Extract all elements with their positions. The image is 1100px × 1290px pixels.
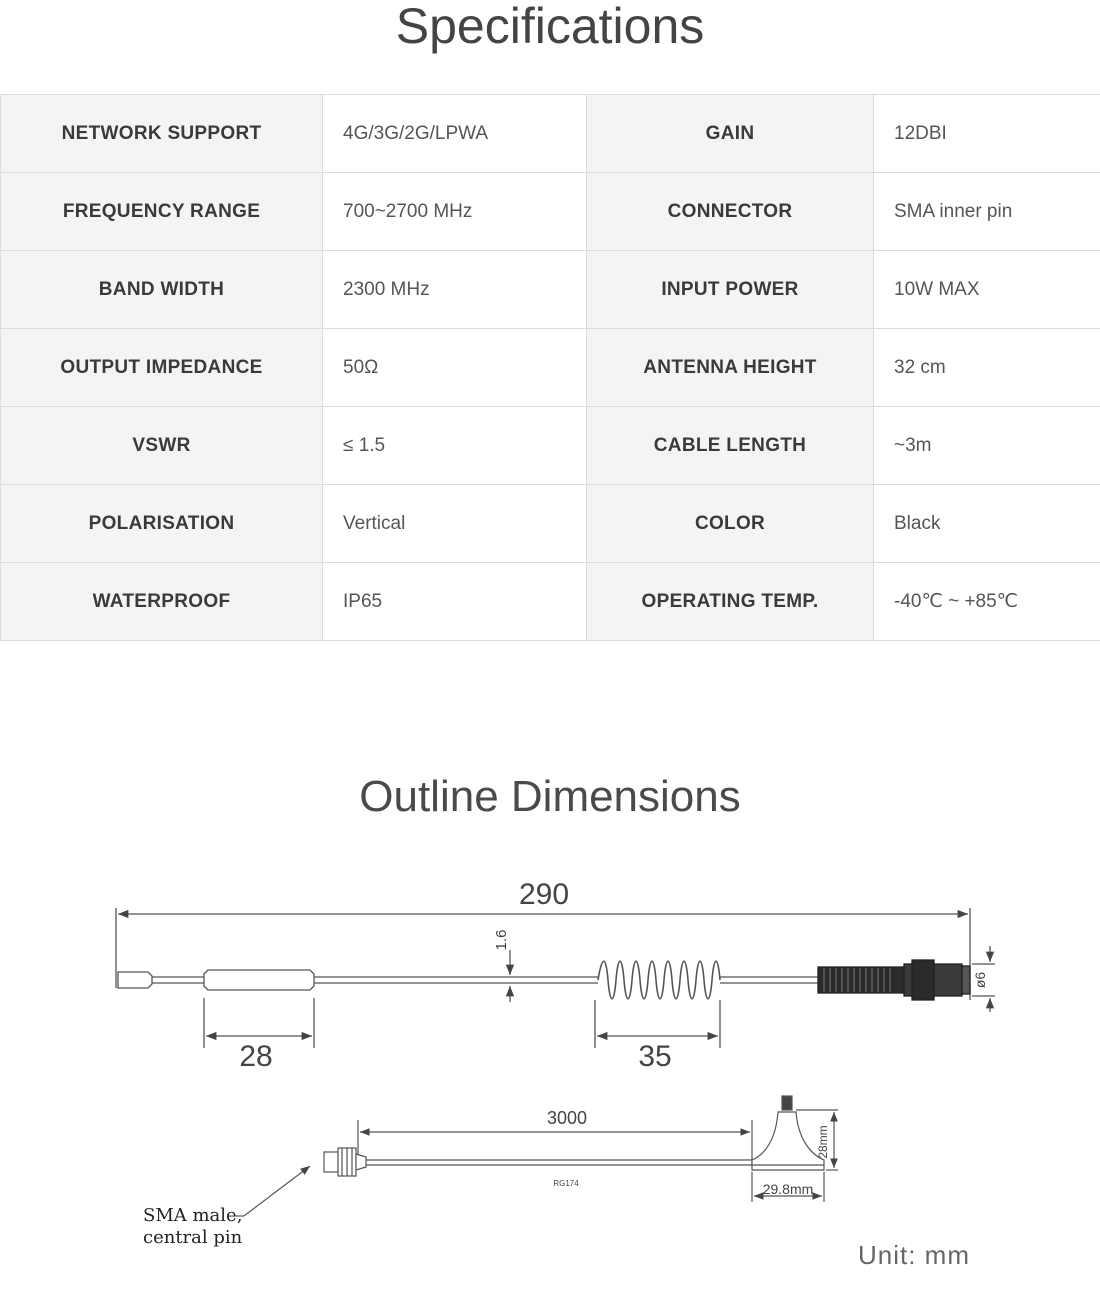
spec-label: FREQUENCY RANGE <box>1 173 323 251</box>
wire-diameter-label: 1.6 <box>493 929 510 951</box>
base-width-label: 29.8mm <box>762 1181 814 1197</box>
connector-note-line1: SMA male, <box>143 1205 243 1226</box>
base-height-label: 28mm <box>816 1125 830 1159</box>
spec-label: OPERATING TEMP. <box>587 563 874 641</box>
spec-label: WATERPROOF <box>1 563 323 641</box>
spec-label: COLOR <box>587 485 874 563</box>
spec-value: SMA inner pin <box>874 173 1100 251</box>
specifications-title: Specifications <box>395 0 705 54</box>
spec-label: ANTENNA HEIGHT <box>587 329 874 407</box>
total-length-label: 290 <box>518 878 570 911</box>
spec-value: 32 cm <box>874 329 1100 407</box>
antenna-drawing <box>116 908 995 1048</box>
spec-value: 50Ω <box>323 329 587 407</box>
sleeve-length-label: 28 <box>239 1040 273 1073</box>
spec-value: Vertical <box>323 485 587 563</box>
coil-length-label: 35 <box>638 1040 672 1073</box>
spec-value: 10W MAX <box>874 251 1100 329</box>
spec-value: -40℃ ~ +85℃ <box>874 563 1100 641</box>
spec-label: BAND WIDTH <box>1 251 323 329</box>
spec-value: 2300 MHz <box>323 251 587 329</box>
spec-label: GAIN <box>587 95 874 173</box>
spec-value: 4G/3G/2G/LPWA <box>323 95 587 173</box>
connector-note <box>143 1205 242 1249</box>
spec-label: CONNECTOR <box>587 173 874 251</box>
spec-value: IP65 <box>323 563 587 641</box>
spec-value: ~3m <box>874 407 1100 485</box>
spec-value: 700~2700 MHz <box>323 173 587 251</box>
unit-label: Unit: mm <box>858 1240 970 1270</box>
spec-label: INPUT POWER <box>587 251 874 329</box>
connector-note-line2: central pin <box>143 1227 243 1248</box>
spec-value: 12DBI <box>874 95 1100 173</box>
connector-diameter-label: ø6 <box>972 971 988 989</box>
cable-length-label: 3000 <box>546 1108 588 1128</box>
spec-label: CABLE LENGTH <box>587 407 874 485</box>
spec-label: VSWR <box>1 407 323 485</box>
spec-value: Black <box>874 485 1100 563</box>
spec-label: NETWORK SUPPORT <box>1 95 323 173</box>
cable-drawing <box>236 1096 838 1216</box>
outline-dimensions-title: Outline Dimensions <box>359 772 741 821</box>
spec-label: OUTPUT IMPEDANCE <box>1 329 323 407</box>
cable-type-label: RG174 <box>553 1179 579 1188</box>
spec-value: ≤ 1.5 <box>323 407 587 485</box>
spec-label: POLARISATION <box>1 485 323 563</box>
